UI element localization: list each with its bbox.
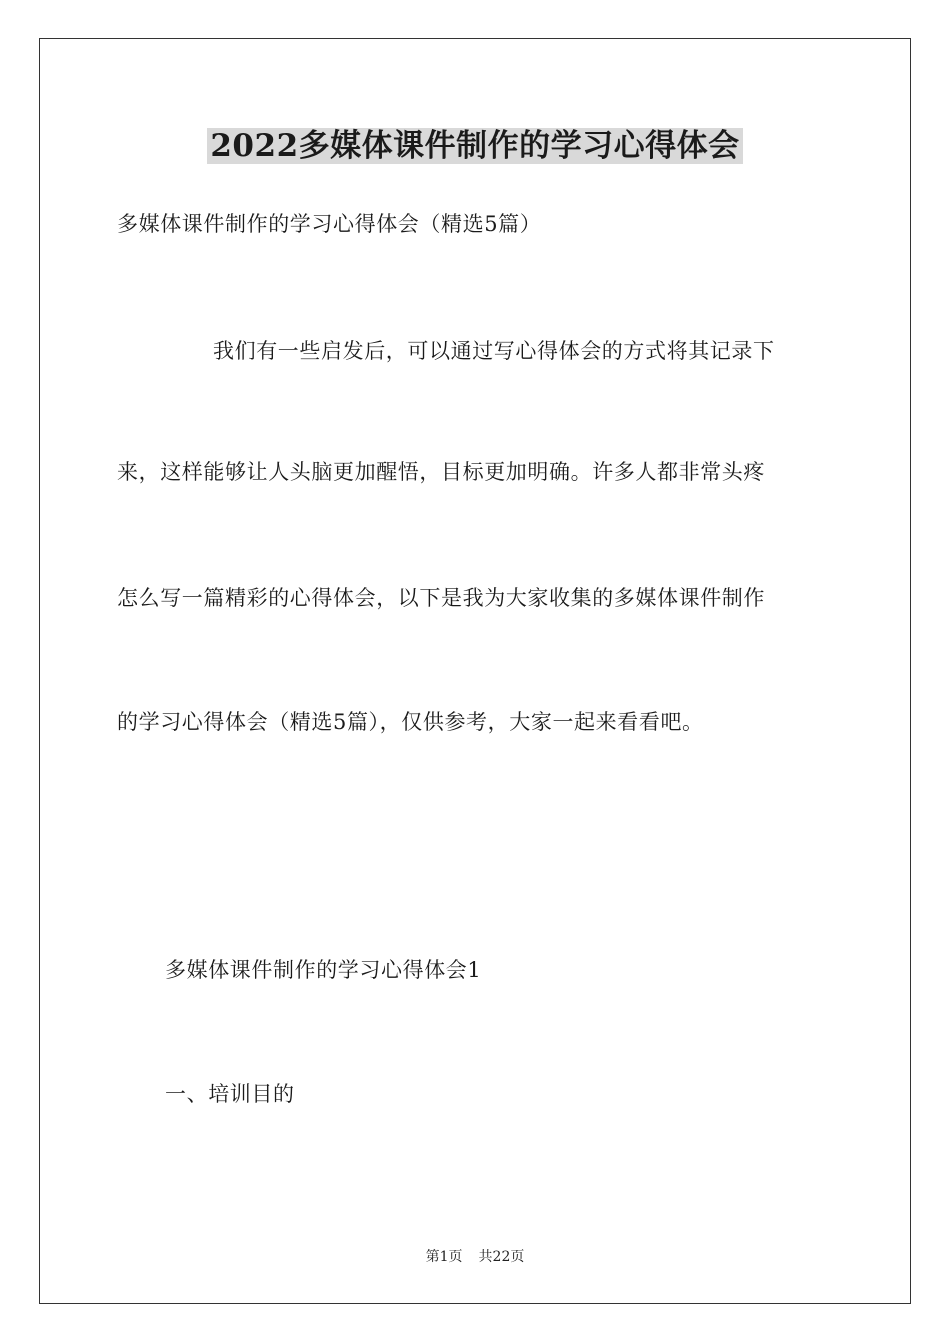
intro-paragraph-line-2: 来，这样能够让人头脑更加醒悟，目标更加明确。许多人都非常头疼 bbox=[117, 460, 765, 484]
document-title-text: 2022多媒体课件制作的学习心得体会 bbox=[207, 128, 742, 164]
sub-heading: 一、培训目的 bbox=[165, 1082, 295, 1106]
page-total: 共22页 bbox=[478, 1249, 525, 1265]
page-footer bbox=[0, 1248, 950, 1266]
section-heading: 多媒体课件制作的学习心得体会1 bbox=[165, 958, 482, 982]
intro-paragraph-line-4: 的学习心得体会（精选5篇），仅供参考，大家一起来看看吧。 bbox=[117, 710, 704, 734]
document-subtitle: 多媒体课件制作的学习心得体会（精选5篇） bbox=[117, 212, 542, 236]
document-title bbox=[0, 124, 950, 168]
intro-paragraph-line-1: 我们有一些启发后，可以通过写心得体会的方式将其记录下 bbox=[213, 339, 775, 363]
page-number: 第1页 bbox=[425, 1249, 463, 1265]
intro-paragraph-line-3: 怎么写一篇精彩的心得体会，以下是我为大家收集的多媒体课件制作 bbox=[117, 586, 765, 610]
